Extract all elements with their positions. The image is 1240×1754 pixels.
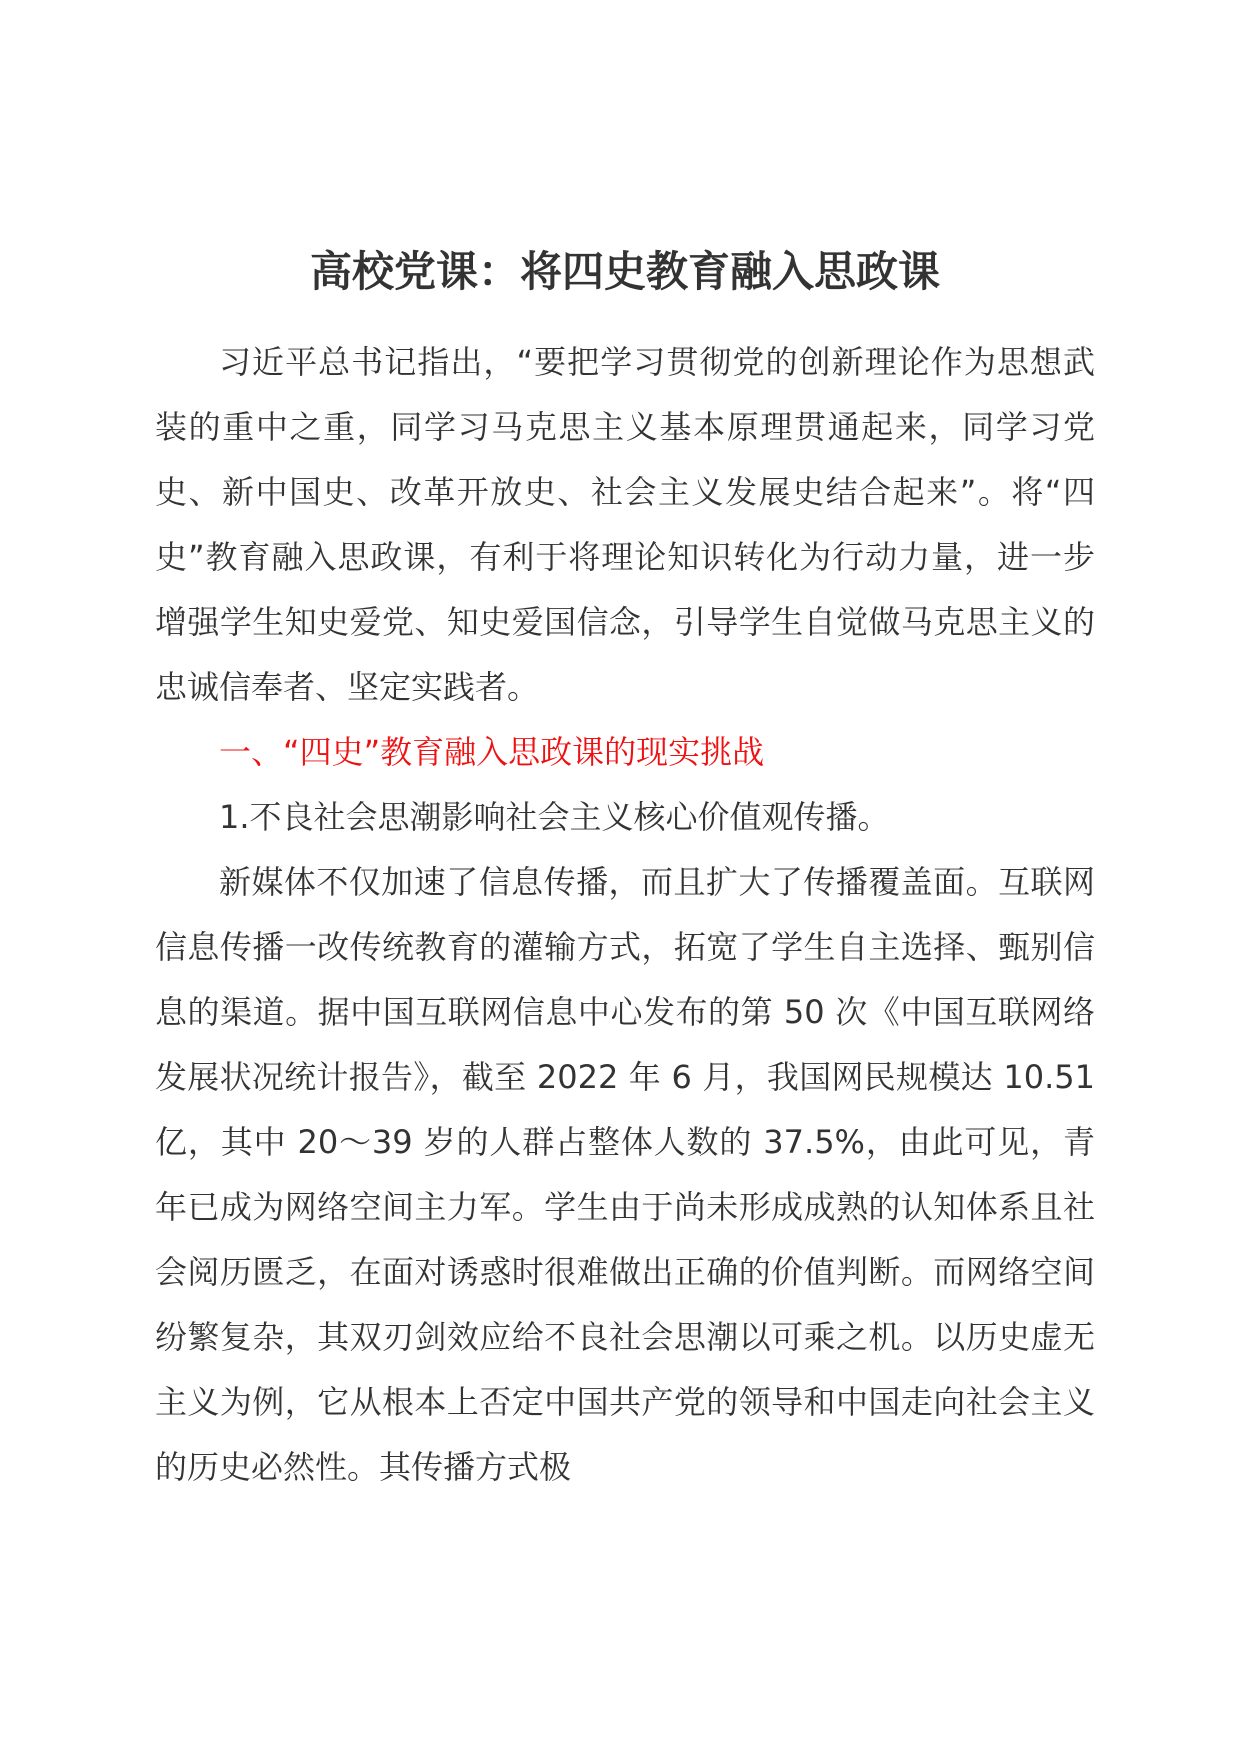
- document-title: 高校党课：将四史教育融入思政课: [309, 247, 940, 296]
- section-heading: 一、“四史”教育融入思政课的现实挑战: [219, 733, 765, 771]
- body-paragraph: 新媒体不仅加速了信息传播，而且扩大了传播覆盖面。互联网信息传播一改传统教育的灌输方式，拓宽了学生自主选择、甄别信息的渠道。据中国互联网信息中心发布的第 50 次《中国互联网络发展状况统计报告》，截至 2022 年 6 月，我国网民规模达 10.51 亿，其中 20～39 岁的人群占整体人数的 37.5%，由此可见，青年已成为网络空间主力军。学生由于尚未形成成熟的认知体系且社会阅历匮乏，在面对诱惑时很难做出正确的价值判断。而网络空间纷繁复杂，其双刃剑效应给不良社会思潮以可乘之机。以历史虚无主义为例，它从根本上否定中国共产党的领导和中国走向社会主义的历史必然性。其传播方式极: [155, 863, 1095, 1486]
- intro-paragraph: 习近平总书记指出，“要把学习贯彻党的创新理论作为思想武装的重中之重，同学习马克思主义基本原理贯通起来，同学习党史、新中国史、改革开放史、社会主义发展史结合起来”。将“四史”教育融入思政课，有利于将理论知识转化为行动力量，进一步增强学生知史爱党、知史爱国信念，引导学生自觉做马克思主义的忠诚信奉者、坚定实践者。: [155, 343, 1095, 706]
- document-page: [155, 242, 1095, 1500]
- sub-heading: 1.不良社会思潮影响社会主义核心价值观传播。: [219, 798, 890, 836]
